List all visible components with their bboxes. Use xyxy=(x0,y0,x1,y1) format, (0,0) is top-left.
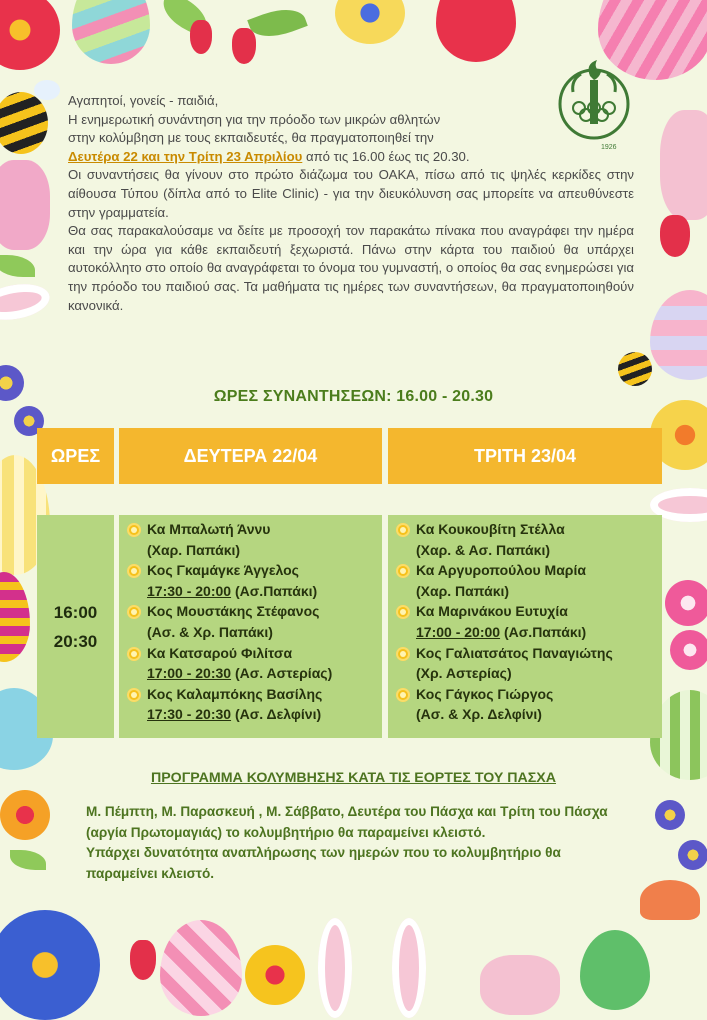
hours-cell xyxy=(37,515,114,738)
egg-bullet-icon xyxy=(396,523,410,537)
egg-bullet-icon xyxy=(127,605,141,619)
intro-paragraph-3: Θα σας παρακαλούσαμε να δείτε με προσοχή τον παρακάτω πίνακα που αναγράφει την ημέρα και την ώρα για κάθε εκπαιδευτή ξεχωριστά. Πάνω στην κάρτα του παιδιού θα υπάρχει αυτοκόλλητο στο οποίο θα αναγράφεται το όνομα του γυμναστή, ο οποίος θα σας ενημερώσει για την πρόοδο του παιδιού σας. Τα μαθήματα τις ημέρες των συναντήσεων, θα πραγματοποιηθούν κανονικά. xyxy=(68,223,634,313)
tuesday-cell xyxy=(388,515,662,738)
instructor-row xyxy=(396,601,658,622)
instructor-details xyxy=(127,663,378,684)
instructor-name: Κος Γαλιατσάτος Παναγιώτης xyxy=(416,644,613,661)
instructor-time: 17:30 - 20:30 xyxy=(147,706,232,723)
instructor-name: Κος Καλαμπόκης Βασίλης xyxy=(147,685,323,702)
egg-bullet-icon xyxy=(396,647,410,661)
easter-title: ΠΡΟΓΡΑΜΜΑ ΚΟΛΥΜΒΗΣΗΣ ΚΑΤΑ ΤΙΣ ΕΟΡΤΕΣ ΤΟΥ ΠΑΣΧΑ xyxy=(150,770,557,786)
meeting-dates: Δευτέρα 22 και την Τρίτη 23 Απριλίου xyxy=(68,148,303,164)
bunny-ear-icon xyxy=(0,279,52,325)
instructor-class: (Χαρ. Παπάκι) xyxy=(416,582,510,599)
intro-dates xyxy=(68,148,634,167)
egg-bullet-icon xyxy=(396,564,410,578)
hours-title: ΩΡΕΣ ΣΥΝΑΝΤΗΣΕΩΝ: 16.00 - 20.30 xyxy=(213,388,494,405)
instructor-details xyxy=(127,622,378,643)
instructor-row xyxy=(396,560,658,581)
flower-icon xyxy=(678,840,707,870)
instructor-time: 17:00 - 20:30 xyxy=(147,665,232,682)
instructor-entry xyxy=(127,684,378,725)
instructor-row xyxy=(396,519,658,540)
instructor-time: 17:00 - 20:00 xyxy=(416,623,501,640)
instructor-row xyxy=(127,519,378,540)
flower-icon xyxy=(0,0,60,70)
easter-egg-icon xyxy=(436,0,516,62)
instructor-entry xyxy=(396,560,658,601)
instructor-details xyxy=(396,704,658,725)
instructor-entry xyxy=(127,519,378,560)
egg-bullet-icon xyxy=(396,688,410,702)
header-monday: ΔΕΥΤΕΡΑ 22/04 xyxy=(119,428,382,484)
flower-icon xyxy=(665,580,707,626)
easter-egg-icon xyxy=(580,930,650,1010)
egg-bullet-icon xyxy=(127,564,141,578)
instructor-class: (Χρ. Αστερίας) xyxy=(416,665,512,682)
instructor-details xyxy=(127,540,378,561)
instructor-entry xyxy=(127,643,378,684)
leaf-icon xyxy=(247,1,308,44)
instructor-class: (Ασ. & Χρ. Δελφίνι) xyxy=(416,706,542,723)
hour-end: 20:30 xyxy=(53,631,98,651)
butterfly-icon xyxy=(640,880,700,920)
easter-paragraph-2: Υπάρχει δυνατότητα αναπλήρωσης των ημερών που το κολυμβητήριο θα παραμείνει κλειστό. xyxy=(86,845,561,881)
greeting: Αγαπητοί, γονείς - παιδιά, xyxy=(68,93,219,108)
instructor-row xyxy=(396,684,658,705)
instructor-row xyxy=(396,643,658,664)
tulip-icon xyxy=(130,940,156,980)
tuesday-instructors xyxy=(396,519,658,725)
instructor-class: (Ασ. & Χρ. Παπάκι) xyxy=(147,623,273,640)
egg-bullet-icon xyxy=(127,523,141,537)
bunny-ear-icon xyxy=(392,918,426,1018)
instructor-entry xyxy=(396,684,658,725)
instructor-entry xyxy=(396,601,658,642)
header-hours: ΩΡΕΣ xyxy=(37,428,114,484)
instructor-details xyxy=(127,581,378,602)
flower-icon xyxy=(655,800,685,830)
instructor-class: (Ασ. Αστερίας) xyxy=(231,665,333,682)
instructor-class: (Χαρ. & Ασ. Παπάκι) xyxy=(416,541,551,558)
instructor-name: Κα Κατσαρού Φιλίτσα xyxy=(147,644,293,661)
egg-bullet-icon xyxy=(127,688,141,702)
instructor-class: (Χαρ. Παπάκι) xyxy=(147,541,241,558)
intro-line-2: στην κολύμβηση με τους εκπαιδευτές, θα πραγματοποιηθεί την xyxy=(68,130,434,146)
easter-egg-icon xyxy=(0,572,30,662)
leaf-icon xyxy=(10,850,46,870)
instructor-entry xyxy=(396,643,658,684)
easter-egg-icon xyxy=(650,290,707,380)
instructor-class: (Ασ. Δελφίνι) xyxy=(231,706,322,723)
leaf-icon xyxy=(0,255,35,277)
instructor-time: 17:30 - 20:00 xyxy=(147,582,232,599)
instructor-name: Κος Γάγκος Γιώργος xyxy=(416,685,554,702)
easter-notice xyxy=(86,802,631,884)
easter-egg-icon xyxy=(72,0,150,64)
logo-year: 1926 xyxy=(601,144,617,151)
intro-text xyxy=(68,92,634,315)
meeting-hours: από τις 16.00 έως τις 20.30. xyxy=(302,148,470,164)
easter-paragraph-1: Μ. Πέμπτη, Μ. Παρασκευή , Μ. Σάββατο, Δευτέρα του Πάσχα και Τρίτη του Πάσχα (αργία Πρωτομαγιάς) το κολυμβητήριο θα παραμείνει κλειστό. xyxy=(86,804,608,840)
instructor-entry xyxy=(396,519,658,560)
bunny-ear-icon xyxy=(318,918,352,1018)
instructor-class: (Ασ.Παπάκι) xyxy=(231,582,318,599)
instructor-entry xyxy=(127,601,378,642)
instructor-details xyxy=(396,581,658,602)
instructor-name: Κα Αργυροπούλου Μαρία xyxy=(416,562,586,579)
intro-line-1: Η ενημερωτική συνάντηση για την πρόοδο των μικρών αθλητών xyxy=(68,111,441,127)
header-tuesday: ΤΡΙΤΗ 23/04 xyxy=(388,428,662,484)
hour-start: 16:00 xyxy=(53,602,98,622)
flower-icon xyxy=(0,790,50,840)
instructor-details xyxy=(396,540,658,561)
instructor-name: Κος Γκαμάγκε Άγγελος xyxy=(147,562,299,579)
egg-bullet-icon xyxy=(127,647,141,661)
tulip-icon xyxy=(232,28,256,64)
blossom-icon xyxy=(480,955,560,1015)
bee-icon xyxy=(618,352,652,386)
intro-paragraph-2: Οι συναντήσεις θα γίνουν στο πρώτο διάζωμα του ΟΑΚΑ, πίσω από τις ψηλές κερκίδες στην αίθουσα Τύπου (δίπλα από το Elite Clinic) - για την διευκόλυνση σας μπορείτε να απευθύνεστε στην γραμματεία. xyxy=(68,167,634,220)
instructor-class: (Ασ.Παπάκι) xyxy=(500,623,587,640)
flower-icon xyxy=(660,110,707,220)
bee-icon xyxy=(0,92,48,154)
instructor-name: Κος Μουστάκης Στέφανος xyxy=(147,603,320,620)
flower-icon xyxy=(0,910,100,1020)
flower-icon xyxy=(670,630,707,670)
flower-icon xyxy=(335,0,405,44)
flower-icon xyxy=(245,945,305,1005)
instructor-row xyxy=(127,560,378,581)
instructor-name: Κα Μπαλωτή Άννυ xyxy=(147,521,271,537)
flower-icon xyxy=(0,160,50,250)
instructor-entry xyxy=(127,560,378,601)
instructor-name: Κα Μαρινάκου Ευτυχία xyxy=(416,603,568,620)
instructor-row xyxy=(127,643,378,664)
instructor-details xyxy=(127,704,378,725)
monday-cell xyxy=(119,515,382,738)
instructor-details xyxy=(396,622,658,643)
tulip-icon xyxy=(660,215,690,257)
instructor-details xyxy=(396,663,658,684)
bee-wing-icon xyxy=(34,80,60,100)
instructor-name: Κα Κουκουβίτη Στέλλα xyxy=(416,521,565,537)
egg-bullet-icon xyxy=(396,605,410,619)
tulip-icon xyxy=(190,20,212,54)
easter-egg-icon xyxy=(160,920,242,1016)
instructor-row xyxy=(127,601,378,622)
instructor-row xyxy=(127,684,378,705)
monday-instructors xyxy=(127,519,378,725)
